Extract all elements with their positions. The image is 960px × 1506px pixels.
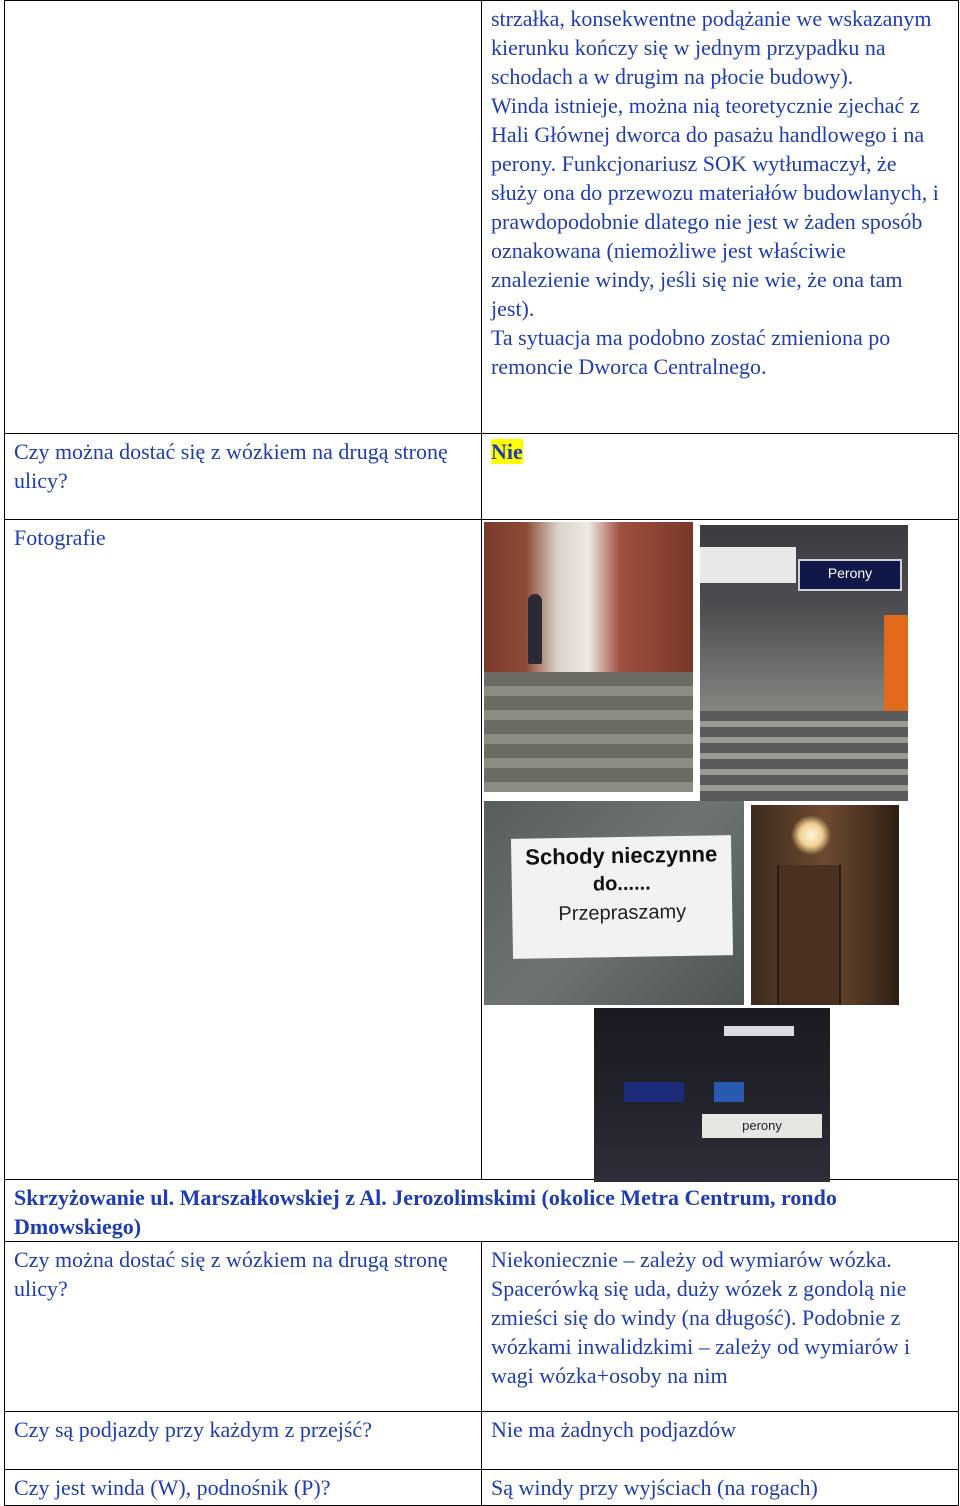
section-heading: Skrzyżowanie ul. Marszałkowskiej z Al. Jerozolimskimi (okolice Metra Centrum, rondo Dmowskiego)	[14, 1185, 837, 1239]
perony-underground-photo	[700, 525, 908, 801]
answer-cell	[482, 434, 959, 520]
photos-cell	[482, 520, 959, 1180]
ceiling-light	[791, 815, 831, 855]
photos-label: Fotografie	[14, 525, 106, 550]
question-cell	[5, 434, 482, 520]
answer-badge: Nie	[491, 439, 523, 464]
answer-cell	[482, 1242, 959, 1412]
elevator-photo	[751, 805, 899, 1005]
question-cell	[5, 1470, 482, 1506]
table-row	[5, 434, 959, 520]
elevator-door	[777, 865, 841, 1005]
table-row	[5, 1470, 959, 1506]
sign-photo	[484, 801, 744, 1005]
question-text: Czy można dostać się z wózkiem na drugą stronę ulicy?	[14, 439, 448, 493]
stairs	[484, 672, 693, 792]
table-row	[5, 1180, 959, 1242]
table-row	[5, 1, 959, 434]
photo-gallery	[482, 520, 958, 1177]
wheelchair-sign-icon	[714, 1082, 744, 1102]
stairs-corridor-photo	[484, 522, 693, 792]
perony-sign: Perony	[798, 559, 902, 591]
notice-line: Schody nieczynne	[525, 841, 718, 870]
table-row	[5, 1242, 959, 1412]
table-cell	[482, 1, 959, 434]
answer-text: Nie ma żadnych podjazdów	[491, 1417, 736, 1442]
paragraph: strzałka, konsekwentne podążanie we wskazanym kierunku kończy się w jednym przypadku na schodach a w drugim na płocie budowy).	[491, 6, 932, 89]
answer-cell	[482, 1470, 959, 1506]
notice-line: do......	[592, 872, 651, 896]
question-text: Czy są podjazdy przy każdym z przejść?	[14, 1417, 372, 1442]
info-table	[4, 0, 959, 1506]
question-cell	[5, 1242, 482, 1412]
paragraph: Winda istnieje, można nią teoretycznie zjechać z Hali Głównej dworca do pasażu handlowego i na perony. Funkcjonariusz SOK wytłumaczył, że służy ona do przewozu materiałów budowlanych, i prawdopodobnie dlatego nie jest w żaden sposób oznakowana (niemożliwe jest właściwie znalezienie windy, jeśli się nie wie, że ona tam jest).	[491, 93, 939, 321]
question-text: Czy można dostać się z wózkiem na drugą stronę ulicy?	[14, 1247, 448, 1301]
notice-line: Przepraszamy	[558, 900, 687, 926]
paper-notice	[511, 835, 733, 959]
ceiling-signs-photo	[594, 1008, 830, 1182]
photos-label-cell	[5, 520, 482, 1180]
paragraph: Ta sytuacja ma podobno zostać zmieniona po remoncie Dworca Centralnego.	[491, 325, 891, 379]
info-board	[700, 547, 796, 583]
answer-text: Są windy przy wyjściach (na rogach)	[491, 1475, 818, 1500]
question-cell	[5, 1412, 482, 1470]
table-cell-empty	[5, 1, 482, 434]
stairs	[700, 711, 908, 801]
galeria-sign	[624, 1082, 684, 1102]
shop-front	[884, 615, 908, 725]
question-text: Czy jest winda (W), podnośnik (P)?	[14, 1475, 331, 1500]
perony-sign: perony	[702, 1114, 822, 1138]
answer-cell	[482, 1412, 959, 1470]
person-silhouette	[528, 594, 542, 664]
table-row	[5, 520, 959, 1180]
answer-text: Niekoniecznie – zależy od wymiarów wózka. Spacerówką się uda, duży wózek z gondolą nie zmieści się do windy (na długość). Podobnie z wózkami inwalidzkimi – zależy od wymiarów i wagi wózka+osoby na nim	[491, 1247, 911, 1388]
table-row	[5, 1412, 959, 1470]
section-heading-cell	[5, 1180, 959, 1242]
ceiling-lamp	[724, 1026, 794, 1036]
